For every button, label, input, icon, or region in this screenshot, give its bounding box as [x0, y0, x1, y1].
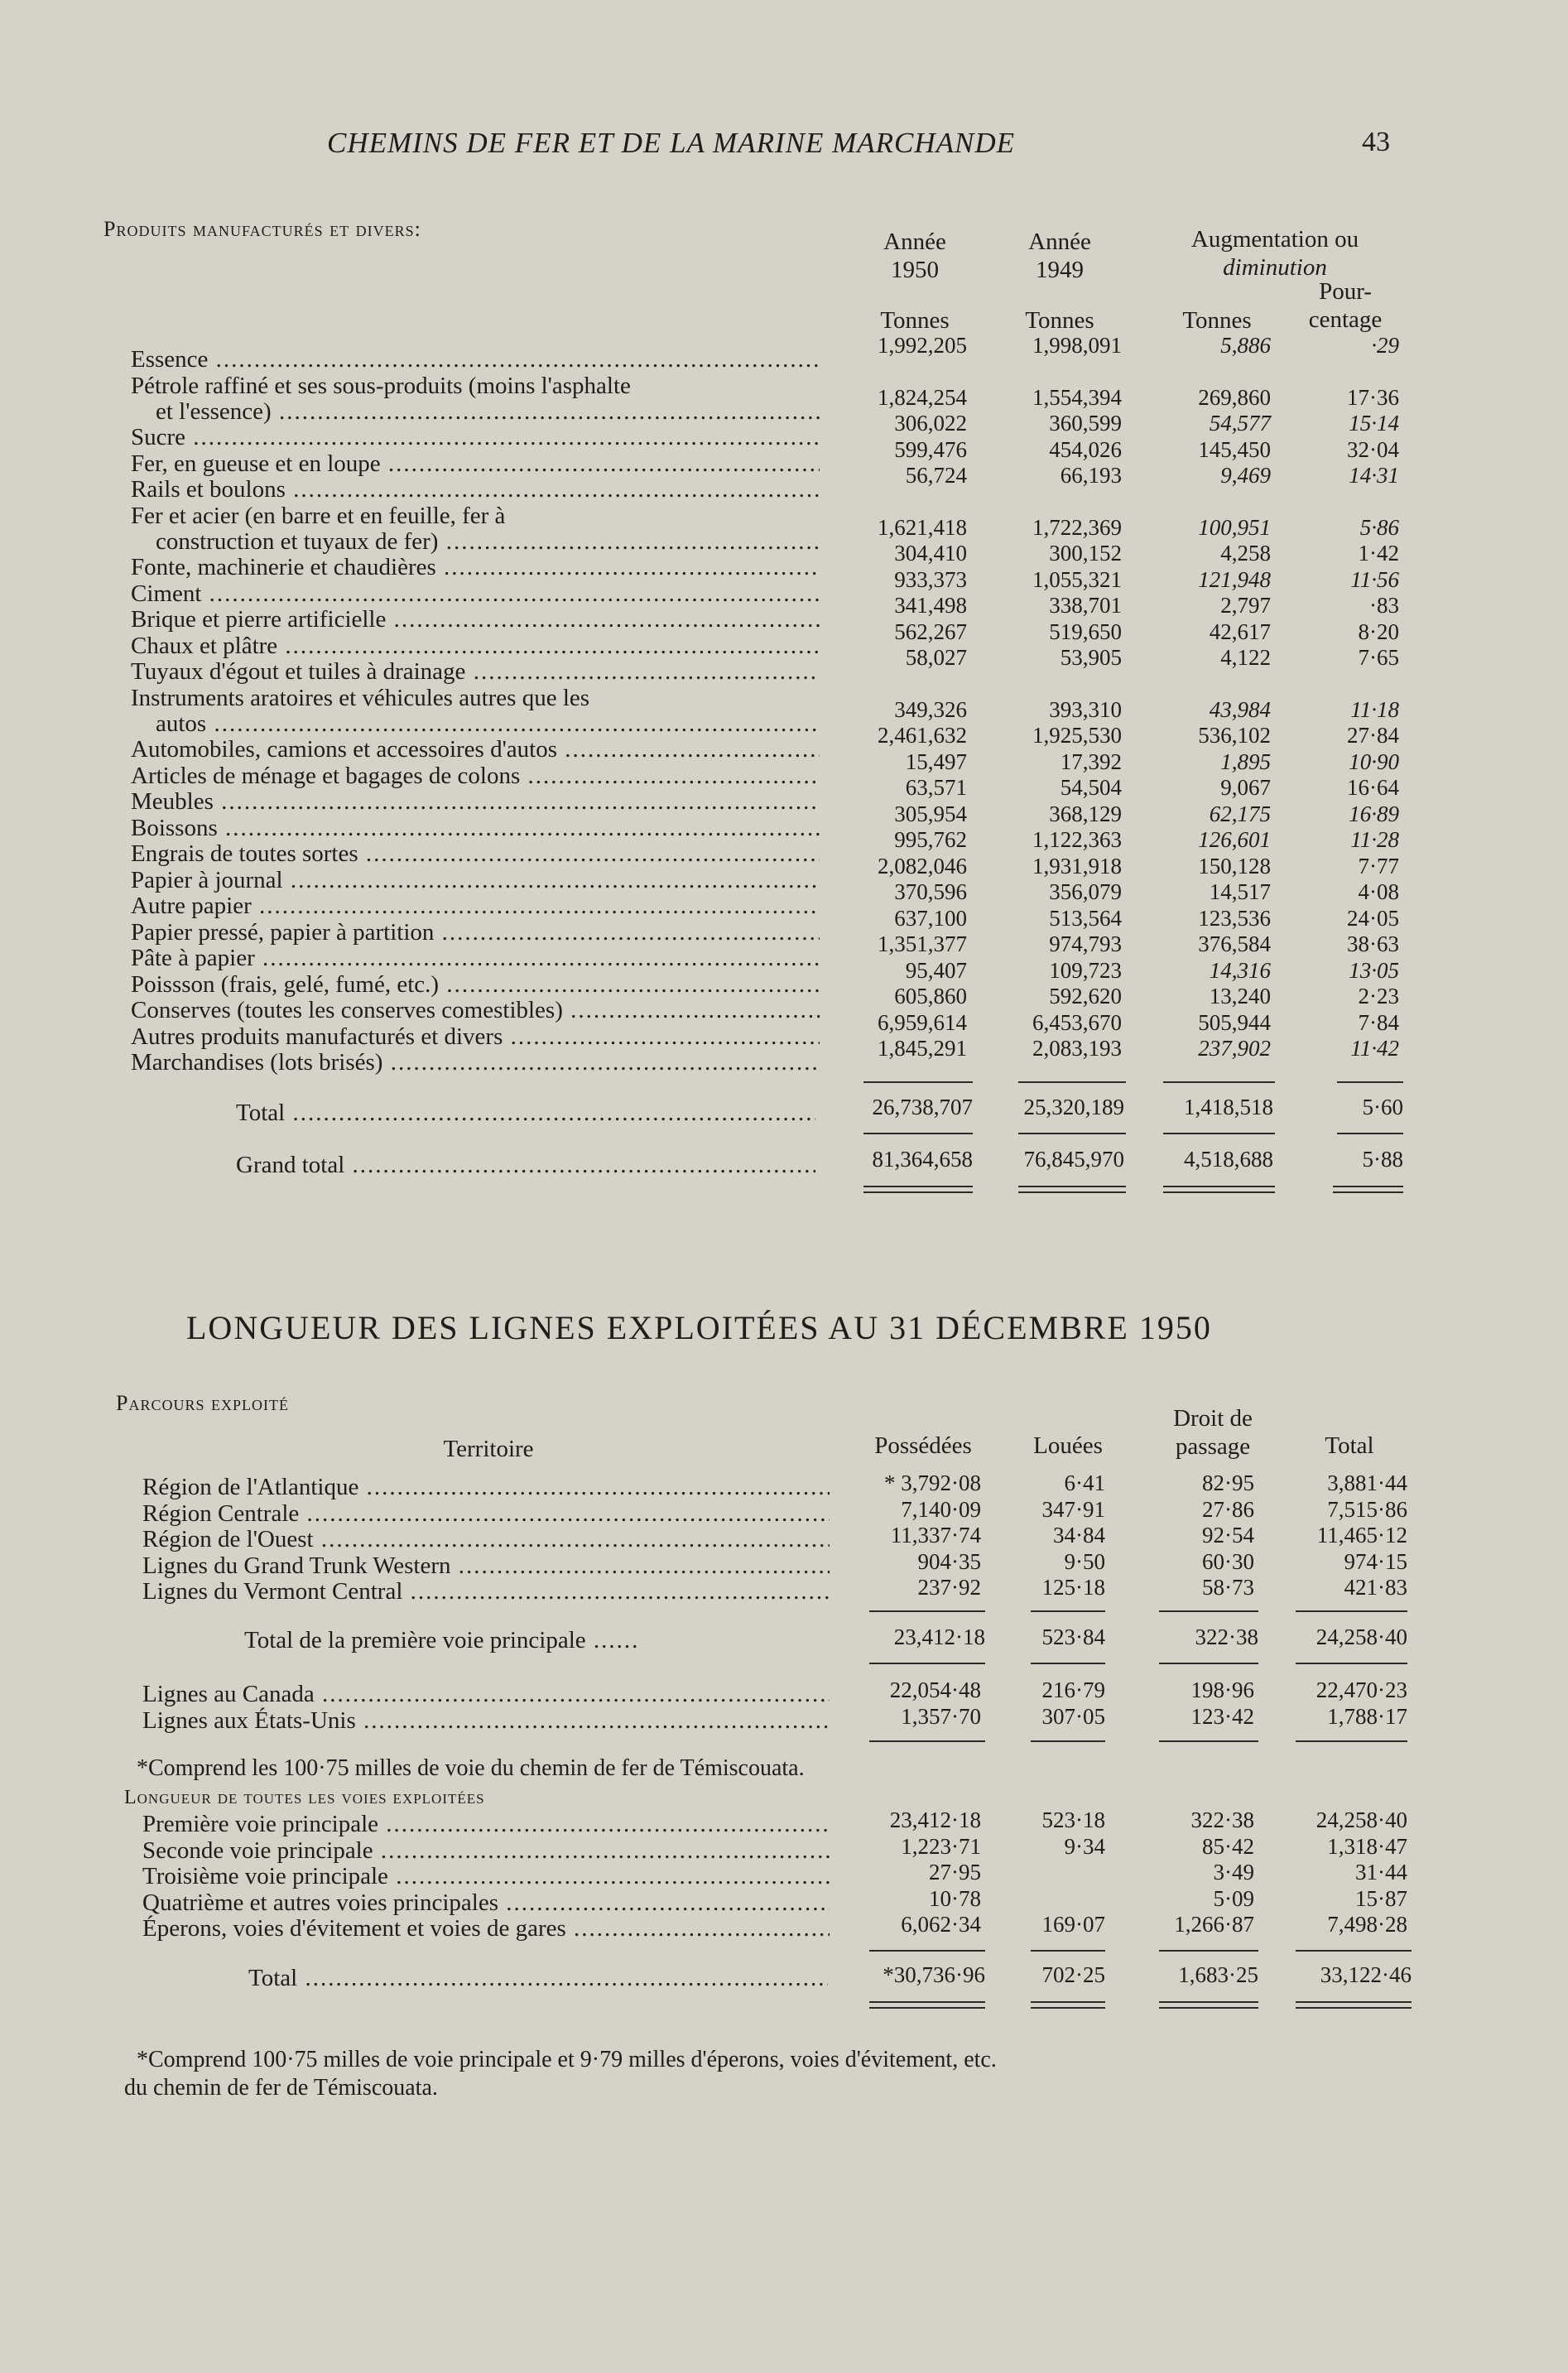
product-row-change: 14,316	[1209, 957, 1271, 983]
col-leased: Louées	[1033, 1432, 1103, 1459]
product-row-change: 505,944	[1198, 1009, 1271, 1035]
product-row-pct: ·83	[1369, 593, 1399, 618]
product-row-label: Tuyaux d'égout et tuiles à drainage .....	[131, 658, 820, 686]
product-row-pct: 1·42	[1358, 541, 1399, 566]
product-row-1950: 306,022	[894, 411, 967, 436]
territory-row-total: 974·15	[1344, 1548, 1407, 1574]
product-row-1950: 562,267	[894, 619, 967, 644]
tracks-total-leased: 702·25	[1041, 1962, 1105, 1987]
product-row-pct: ·29	[1371, 333, 1399, 358]
track-row-label: Seconde voie principale .....	[142, 1837, 830, 1865]
product-row-label: Sucre .....	[131, 424, 820, 451]
first-main-total-label: Total de la première voie principale ......	[244, 1627, 640, 1653]
product-row-change: 121,948	[1198, 566, 1271, 592]
product-row-label: Marchandises (lots brisés) .....	[131, 1049, 820, 1076]
product-row-1949: 513,564	[1049, 905, 1122, 931]
lines-section-title: LONGUEUR DES LIGNES EXPLOITÉES AU 31 DÉCEMBRE 1950	[186, 1309, 1212, 1346]
product-row-label: Pâte à papier .....	[131, 945, 820, 972]
country-row-label: Lignes au Canada .....	[142, 1681, 830, 1708]
territory-row-right-of-way: 27·86	[1202, 1496, 1254, 1522]
product-row-1949: 2,083,193	[1032, 1036, 1122, 1061]
product-row-label-line1: Pétrole raffiné et ses sous-produits (moins l'asphalte	[131, 372, 631, 399]
product-row-pct: 7·65	[1358, 645, 1399, 670]
product-row-1949: 338,701	[1049, 593, 1122, 618]
product-row-pct: 8·20	[1358, 619, 1399, 644]
track-row-leased: 9·34	[1064, 1833, 1105, 1859]
product-row-1950: 304,410	[894, 541, 967, 566]
products-total-change: 1,418,518	[1184, 1095, 1273, 1119]
product-row-1949: 17,392	[1060, 748, 1122, 774]
product-row-1949: 6,453,670	[1032, 1009, 1122, 1035]
territory-row-right-of-way: 60·30	[1202, 1548, 1254, 1574]
territory-row-right-of-way: 92·54	[1202, 1523, 1254, 1548]
product-row-change: 62,175	[1209, 801, 1271, 826]
product-row-label-line1: Fer et acier (en barre et en feuille, fer à	[131, 502, 506, 529]
territory-row-leased: 125·18	[1041, 1575, 1105, 1600]
product-row-label: Ciment .....	[131, 580, 820, 608]
unit-change: Tonnes	[1182, 307, 1252, 334]
product-row-pct: 17·36	[1347, 384, 1399, 410]
product-row-pct: 11·42	[1350, 1036, 1399, 1061]
product-row-label: Rails et boulons .....	[131, 476, 820, 503]
product-row-change: 100,951	[1198, 514, 1271, 540]
track-row-label: Quatrième et autres voies principales .....	[142, 1889, 830, 1917]
territory-row-label: Lignes du Vermont Central .....	[142, 1578, 830, 1605]
product-row-pct: 16·64	[1347, 775, 1399, 800]
col-total: Total	[1325, 1432, 1374, 1459]
product-row-change: 1,895	[1220, 748, 1271, 774]
product-row-1950: 305,954	[894, 801, 967, 826]
product-row-pct: 11·18	[1350, 696, 1399, 722]
product-row-1950: 6,959,614	[878, 1009, 967, 1035]
track-row-total: 7,498·28	[1327, 1912, 1407, 1937]
territory-row-label: Région de l'Atlantique .....	[142, 1474, 830, 1501]
product-row-1950: 56,724	[905, 463, 967, 488]
product-row-pct: 16·89	[1349, 801, 1399, 826]
track-row-total: 1,318·47	[1327, 1833, 1407, 1859]
track-row-label: Première voie principale .....	[142, 1811, 830, 1838]
product-row-label: Brique et pierre artificielle .....	[131, 606, 820, 633]
product-row-1950: 599,476	[894, 436, 967, 462]
product-row-pct: 10·90	[1349, 748, 1399, 774]
territory-row-leased: 9·50	[1064, 1548, 1105, 1574]
product-row-1950: 1,845,291	[878, 1036, 967, 1061]
product-row-1949: 53,905	[1060, 645, 1122, 670]
product-row-pct: 24·05	[1347, 905, 1399, 931]
product-row-1949: 454,026	[1049, 436, 1122, 462]
product-row-label: construction et tuyaux de fer) .....	[156, 528, 820, 556]
product-row-1949: 54,504	[1060, 775, 1122, 800]
tracks-total-owned: *30,736·96	[883, 1962, 985, 1987]
products-total-1950: 26,738,707	[872, 1095, 973, 1119]
product-row-change: 145,450	[1198, 436, 1271, 462]
country-row-leased: 216·79	[1041, 1677, 1105, 1702]
track-row-right-of-way: 3·49	[1213, 1860, 1254, 1884]
product-row-pct: 2·23	[1358, 984, 1399, 1008]
product-row-1949: 1,554,394	[1032, 384, 1122, 410]
products-grand-pct: 5·88	[1362, 1147, 1403, 1172]
track-row-owned: 27·95	[929, 1860, 981, 1884]
product-row-change: 54,577	[1209, 411, 1271, 436]
country-row-label: Lignes aux États-Unis .....	[142, 1707, 830, 1735]
product-row-label: Boissons .....	[131, 815, 820, 842]
product-row-change: 126,601	[1198, 827, 1271, 852]
product-row-1950: 1,992,205	[878, 333, 967, 358]
product-row-change: 237,902	[1198, 1036, 1271, 1061]
products-heading: Produits manufacturés et divers:	[103, 217, 421, 241]
first-main-total-owned: 23,412·18	[893, 1625, 985, 1649]
territory-row-right-of-way: 82·95	[1202, 1470, 1254, 1495]
product-row-1949: 1,931,918	[1032, 853, 1122, 878]
track-row-total: 24,258·40	[1315, 1807, 1407, 1832]
col-percentage: Pour- centage	[1308, 278, 1383, 333]
product-row-change: 150,128	[1198, 853, 1271, 878]
track-row-leased: 169·07	[1041, 1912, 1105, 1937]
first-main-total-leased: 523·84	[1041, 1625, 1105, 1649]
product-row-change: 14,517	[1209, 879, 1271, 904]
product-row-pct: 7·77	[1358, 853, 1399, 878]
product-row-label: Meubles .....	[131, 788, 820, 816]
products-grand-1949: 76,845,970	[1023, 1147, 1124, 1172]
track-row-total: 15·87	[1355, 1885, 1407, 1911]
track-row-leased: 523·18	[1041, 1807, 1105, 1832]
products-grand-change: 4,518,688	[1184, 1147, 1273, 1172]
product-row-label: Fer, en gueuse et en loupe .....	[131, 450, 820, 478]
track-row-owned: 6,062·34	[901, 1912, 981, 1937]
country-row-total: 1,788·17	[1327, 1703, 1407, 1729]
products-total-label: Total .....	[236, 1100, 815, 1127]
track-row-right-of-way: 1,266·87	[1174, 1912, 1254, 1937]
product-row-label: Chaux et plâtre .....	[131, 633, 820, 660]
product-row-1950: 58,027	[905, 645, 967, 670]
product-row-pct: 27·84	[1347, 723, 1399, 748]
footnote-total-line1: *Comprend 100·75 milles de voie principale et 9·79 milles d'éperons, voies d'évitement, etc.	[137, 2047, 997, 2072]
track-row-label: Éperons, voies d'évitement et voies de gares .....	[142, 1915, 830, 1942]
product-row-1949: 368,129	[1049, 801, 1122, 826]
country-row-owned: 22,054·48	[889, 1677, 981, 1702]
product-row-change: 536,102	[1198, 723, 1271, 748]
running-header: CHEMINS DE FER ET DE LA MARINE MARCHANDE	[327, 127, 1015, 159]
territory-row-total: 3,881·44	[1327, 1470, 1407, 1495]
product-row-1950: 370,596	[894, 879, 967, 904]
product-row-label-line1: Instruments aratoires et véhicules autres que les	[131, 684, 590, 711]
country-row-right-of-way: 198·96	[1190, 1677, 1254, 1702]
product-row-pct: 7·84	[1358, 1009, 1399, 1035]
product-row-change: 9,067	[1220, 775, 1271, 800]
col-owned: Possédées	[874, 1432, 972, 1459]
product-row-1949: 360,599	[1049, 411, 1122, 436]
unit-1950: Tonnes	[880, 307, 950, 334]
track-row-right-of-way: 322·38	[1190, 1807, 1254, 1832]
product-row-pct: 14·31	[1349, 463, 1399, 488]
product-row-1949: 300,152	[1049, 541, 1122, 566]
page-number: 43	[1362, 127, 1390, 157]
product-row-label: Automobiles, camions et accessoires d'autos .....	[131, 736, 820, 763]
track-row-right-of-way: 85·42	[1202, 1833, 1254, 1859]
territory-row-owned: 904·35	[917, 1548, 981, 1574]
tracks-total-row-of-way: 1,683·25	[1178, 1962, 1258, 1987]
product-row-1949: 393,310	[1049, 696, 1122, 722]
territory-row-leased: 347·91	[1041, 1496, 1105, 1522]
product-row-1949: 1,925,530	[1032, 723, 1122, 748]
footnote-total-line2: du chemin de fer de Témiscouata.	[124, 2075, 438, 2101]
product-row-1949: 66,193	[1060, 463, 1122, 488]
territory-row-right-of-way: 58·73	[1202, 1575, 1254, 1600]
product-row-pct: 5·86	[1359, 514, 1399, 540]
products-total-1949: 25,320,189	[1023, 1095, 1124, 1119]
country-row-total: 22,470·23	[1315, 1677, 1407, 1702]
product-row-1949: 1,998,091	[1032, 333, 1122, 358]
lines-heading: Parcours exploité	[116, 1391, 289, 1415]
product-row-label: Autres produits manufacturés et divers .....	[131, 1023, 820, 1051]
product-row-change: 4,258	[1220, 541, 1271, 566]
product-row-change: 9,469	[1220, 463, 1271, 488]
product-row-change: 2,797	[1220, 593, 1271, 618]
product-row-pct: 11·28	[1350, 827, 1399, 852]
territory-row-total: 11,465·12	[1316, 1523, 1407, 1548]
product-row-pct: 4·08	[1358, 879, 1399, 904]
product-row-pct: 32·04	[1347, 436, 1399, 462]
product-row-change: 4,122	[1220, 645, 1271, 670]
product-row-label: Essence .....	[131, 346, 820, 373]
product-row-1949: 109,723	[1049, 957, 1122, 983]
country-row-owned: 1,357·70	[901, 1703, 981, 1729]
track-row-total: 31·44	[1355, 1860, 1407, 1884]
product-row-1949: 1,722,369	[1032, 514, 1122, 540]
col-territory: Territoire	[443, 1436, 534, 1462]
track-row-right-of-way: 5·09	[1213, 1885, 1254, 1911]
product-row-1950: 1,824,254	[878, 384, 967, 410]
product-row-1949: 1,055,321	[1032, 566, 1122, 592]
col-right-of-way: Droit de passage	[1173, 1405, 1253, 1460]
product-row-change: 43,984	[1209, 696, 1271, 722]
track-row-owned: 23,412·18	[889, 1807, 981, 1832]
product-row-change: 42,617	[1209, 619, 1271, 644]
territory-row-owned: 237·92	[917, 1575, 981, 1600]
product-row-pct: 15·14	[1349, 411, 1399, 436]
product-row-1950: 1,621,418	[878, 514, 967, 540]
track-row-label: Troisième voie principale .....	[142, 1863, 830, 1890]
first-main-total-row: 322·38	[1195, 1625, 1258, 1649]
product-row-pct: 11·56	[1350, 566, 1399, 592]
product-row-change: 13,240	[1209, 984, 1271, 1008]
product-row-1950: 995,762	[894, 827, 967, 852]
product-row-label: Articles de ménage et bagages de colons .....	[131, 763, 820, 790]
tracks-total-label: Total .....	[248, 1965, 828, 1992]
territory-row-leased: 6·41	[1064, 1470, 1105, 1495]
products-grand-total-label: Grand total .....	[236, 1152, 815, 1179]
product-row-label: et l'essence) .....	[156, 398, 820, 426]
product-row-1950: 341,498	[894, 593, 967, 618]
product-row-1950: 2,461,632	[878, 723, 967, 748]
territory-row-owned: * 3,792·08	[884, 1470, 981, 1495]
territory-row-total: 7,515·86	[1327, 1496, 1407, 1522]
country-row-right-of-way: 123·42	[1190, 1703, 1254, 1729]
product-row-change: 269,860	[1198, 384, 1271, 410]
col-year-1949: Année 1949	[1028, 229, 1091, 283]
product-row-label: Autre papier .....	[131, 893, 820, 920]
track-row-owned: 10·78	[929, 1885, 981, 1911]
unit-1949: Tonnes	[1025, 307, 1094, 334]
product-row-label: Conserves (toutes les conserves comestibles) .....	[131, 997, 820, 1024]
product-row-1950: 349,326	[894, 696, 967, 722]
territory-row-label: Région de l'Ouest .....	[142, 1526, 830, 1553]
territory-row-owned: 11,337·74	[890, 1523, 981, 1548]
territory-row-label: Lignes du Grand Trunk Western .....	[142, 1552, 830, 1580]
product-row-1949: 1,122,363	[1032, 827, 1122, 852]
product-row-1949: 356,079	[1049, 879, 1122, 904]
all-tracks-heading: Longueur de toutes les voies exploitées	[124, 1787, 485, 1808]
product-row-label: Engrais de toutes sortes .....	[131, 840, 820, 868]
col-year-1950: Année 1950	[883, 229, 946, 283]
product-row-change: 123,536	[1198, 905, 1271, 931]
territory-row-label: Région Centrale .....	[142, 1500, 830, 1528]
country-row-leased: 307·05	[1041, 1703, 1105, 1729]
territory-row-leased: 34·84	[1053, 1523, 1105, 1548]
product-row-label: Papier pressé, papier à partition .....	[131, 919, 820, 946]
col-change: Augmentation ou diminution	[1190, 226, 1359, 281]
product-row-1949: 519,650	[1049, 619, 1122, 644]
product-row-label: Poissson (frais, gelé, fumé, etc.) .....	[131, 971, 820, 999]
product-row-1950: 63,571	[905, 775, 967, 800]
product-row-change: 376,584	[1198, 931, 1271, 956]
product-row-1950: 933,373	[894, 566, 967, 592]
product-row-1950: 605,860	[894, 984, 967, 1008]
territory-row-owned: 7,140·09	[901, 1496, 981, 1522]
product-row-pct: 38·63	[1347, 931, 1399, 956]
product-row-pct: 13·05	[1349, 957, 1399, 983]
product-row-1950: 1,351,377	[878, 931, 967, 956]
product-row-1950: 637,100	[894, 905, 967, 931]
product-row-1950: 2,082,046	[878, 853, 967, 878]
products-grand-1950: 81,364,658	[872, 1147, 973, 1172]
product-row-1950: 15,497	[905, 748, 967, 774]
product-row-change: 5,886	[1220, 333, 1271, 358]
product-row-1950: 95,407	[905, 957, 967, 983]
product-row-1949: 974,793	[1049, 931, 1122, 956]
product-row-label: autos .....	[156, 710, 820, 738]
tracks-total-total: 33,122·46	[1320, 1962, 1412, 1987]
track-row-owned: 1,223·71	[901, 1833, 981, 1859]
product-row-label: Fonte, machinerie et chaudières .....	[131, 554, 820, 581]
first-main-total-total: 24,258·40	[1315, 1625, 1407, 1649]
product-row-1949: 592,620	[1049, 984, 1122, 1008]
territory-row-total: 421·83	[1344, 1575, 1407, 1600]
footnote-temiscouata: *Comprend les 100·75 milles de voie du chemin de fer de Témiscouata.	[137, 1755, 805, 1781]
product-row-label: Papier à journal .....	[131, 867, 820, 894]
products-total-pct: 5·60	[1362, 1095, 1403, 1119]
